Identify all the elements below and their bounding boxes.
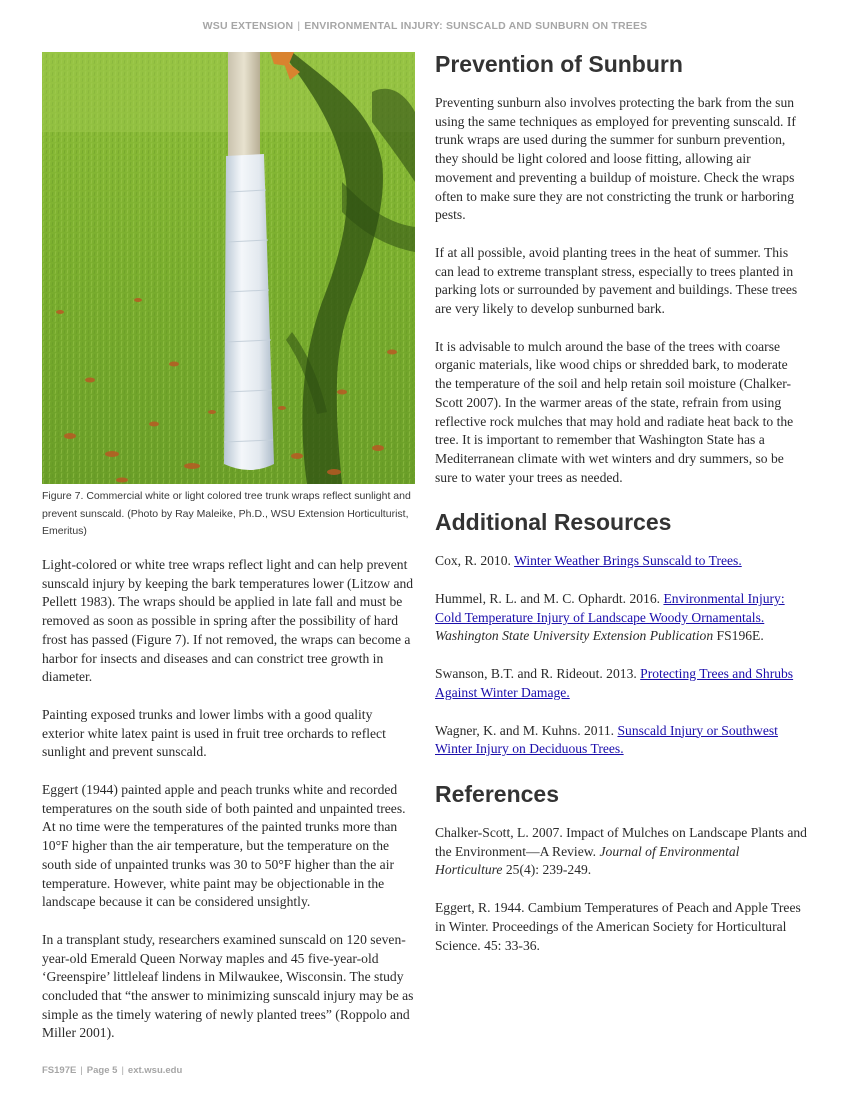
header-separator: | <box>297 20 301 32</box>
resource-link[interactable]: Environmental Injury: Cold Temperature Injury of Landscape Woody Ornamentals. <box>435 591 785 625</box>
right-column <box>435 48 807 974</box>
resource-citation: Hummel, R. L. and M. C. Ophardt. 2016. <box>435 591 664 607</box>
footer-site: ext.wsu.edu <box>127 1065 183 1076</box>
resource-item <box>435 590 807 646</box>
footer-separator: | <box>80 1065 83 1076</box>
resource-citation: Swanson, B.T. and R. Rideout. 2013. <box>435 666 641 682</box>
resource-publication: Washington State University Extension Publication <box>435 628 714 644</box>
footer-code: FS197E <box>42 1065 77 1076</box>
body-paragraph: Eggert (1944) painted apple and peach trunks white and recorded temperatures on the south side of both painted and unpainted trees. At no time were the temperatures of the painted trunks more than 10°F higher than the air temperature, but the temperature on the south side of unpainted trunks was 30 to 50°F higher than the air temperature. However, white paint may be objectionable in the landscape because it can be considered unsightly. <box>42 782 406 910</box>
resource-link[interactable]: Winter Weather Brings Sunscald to Trees. <box>514 553 742 569</box>
left-column <box>42 556 414 1062</box>
figure-caption: Figure 7. Commercial white or light colored tree trunk wraps reflect sunlight and prevent sunscald. (Photo by Ray Maleike, Ph.D., WSU Extension Horticulturist, Emeritus) <box>42 490 411 537</box>
header-org: WSU EXTENSION <box>202 20 294 32</box>
references-heading: References <box>435 780 560 807</box>
page-header <box>0 20 850 32</box>
body-paragraph: Light-colored or white tree wraps reflect light and can help prevent sunscald injury by keeping the bark temperatures lower (Litzow and Pellett 1983). The wraps should be applied in late fall and must be removed as soon as possible in spring after the possibility of hard frost has passed (Figure 7). If not removed, the wraps can become a harbor for insects and diseases and can constrict tree growth in diameter. <box>42 557 414 685</box>
header-title: ENVIRONMENTAL INJURY: SUNSCALD AND SUNBURN ON TREES <box>304 20 648 32</box>
prevention-heading: Prevention of Sunburn <box>435 51 683 77</box>
reference-citation: Eggert, R. 1944. Cambium Temperatures of Peach and Apple Trees in Winter. Proceedings of the American Society for Horticultural Science. 45: 33-36. <box>435 900 801 953</box>
body-paragraph: Preventing sunburn also involves protecting the bark from the sun using the same techniques as employed for preventing sunscald. If trunk wraps are used during the summer for sunburn prevention, they should be light colored and loose fitting, allowing air movement and preventing a buildup of moisture. Check the wraps often to make sure they are not constricting the trunk or harboring pests. <box>435 95 796 223</box>
body-paragraph: In a transplant study, researchers examined sunscald on 120 seven-year-old Emerald Queen Norway maples and 45 five-year-old ‘Greenspire’ littleleaf lindens in Milwaukee, Wisconsin. The study concluded that “the answer to minimizing sunscald injury may be as simple as the timely watering of newly planted trees” (Roppolo and Miller 2001). <box>42 931 414 1041</box>
resource-item <box>435 722 807 759</box>
footer-page: Page 5 <box>86 1065 118 1076</box>
reference-suffix: 25(4): 239-249. <box>502 862 592 878</box>
resource-item <box>435 665 807 702</box>
reference-citation: Chalker-Scott, L. 2007. Impact of Mulches on Landscape Plants and the Environment—A Review. <box>435 824 807 859</box>
reference-item <box>435 824 807 880</box>
resource-link[interactable]: Protecting Trees and Shrubs Against Winter Damage. <box>435 666 794 700</box>
footer-separator: | <box>121 1065 124 1076</box>
resources-heading: Additional Resources <box>435 509 672 536</box>
body-paragraph: Painting exposed trunks and lower limbs with a good quality exterior white latex paint is used in fruit tree orchards to reflect sunlight and prevent sunscald. <box>42 706 386 760</box>
reference-journal: Journal of Environmental Horticulture <box>435 843 740 878</box>
resource-item <box>435 552 807 571</box>
resource-suffix: FS196E. <box>713 628 764 644</box>
body-paragraph: It is advisable to mulch around the base of the trees with coarse organic materials, like wood chips or shredded bark, to moderate the temperature of the soil and help retain soil moisture (Chalker-Scott 2007). In the warmer areas of the state, refrain from using reflective rock mulches that may hold and radiate heat back to the tree. It is important to remember that Washington State has a Mediterranean climate with wet winters and dry summers, so be sure to water your trees as needed. <box>435 338 794 485</box>
resource-link[interactable]: Sunscald Injury or Southwest Winter Injury on Deciduous Trees. <box>435 722 778 757</box>
body-paragraph: If at all possible, avoid planting trees in the heat of summer. This can lead to extreme transplant stress, especially to trees planted in parking lots or surrounded by pavement and buildings. These trees are very likely to develop sunburned bark. <box>435 244 798 317</box>
resource-citation: Wagner, K. and M. Kuhns. 2011. <box>435 722 618 738</box>
reference-item <box>435 899 807 955</box>
resource-citation: Cox, R. 2010. <box>435 553 515 569</box>
page-footer <box>42 1065 182 1076</box>
tree-wrap-photo <box>42 52 415 484</box>
